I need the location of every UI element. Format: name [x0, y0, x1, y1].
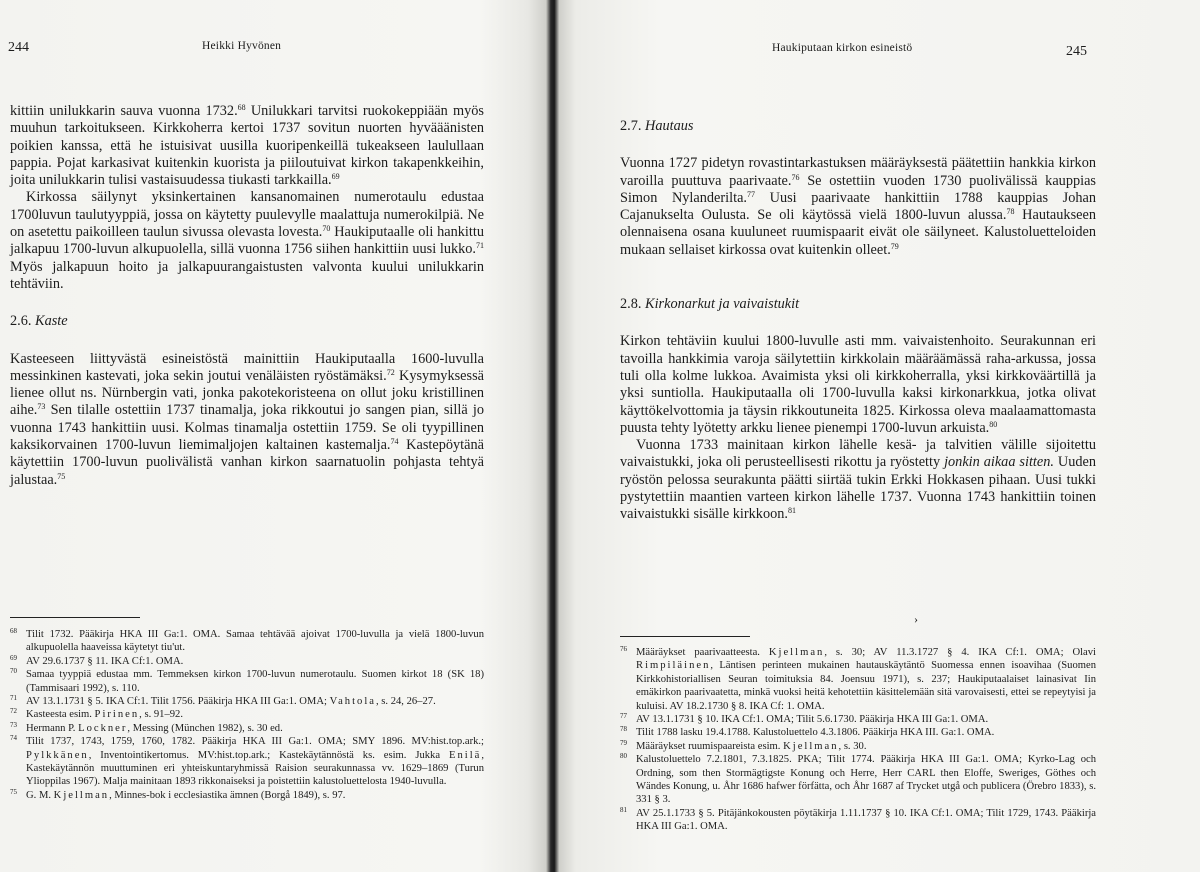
footnote-number: 76 — [620, 645, 627, 653]
author-name: Vahtola — [329, 696, 376, 708]
footnote-text: AV 13.1.1731 § 10. IKA Cf:1. OMA; Tilit 5.6.1730. Pääkirja HKA III Ga:1. OMA. — [636, 714, 989, 726]
text-run: Sen tilalle ostettiin 1737 tinamalja, joka rikkoutui jo sangen pian, sillä jo vuonna 1743 hankittiin uusi. Kolmas tinamalja ostettiin 1759. Se oli tyypillinen kaksikorvainen 1700-luvun liemimaljojen kaltainen kastemalja. — [10, 402, 484, 454]
author-name: Enilä — [448, 749, 482, 761]
footnote-rule — [620, 636, 750, 637]
text-run: Se ostettiin vuoden 1730 puolivälissä kauppias Simon Nylanderilta. — [620, 172, 1096, 206]
section-number: 2.8. — [620, 296, 642, 313]
paragraph — [10, 351, 484, 489]
footnote-text: G. M. — [26, 789, 54, 801]
footnote — [10, 668, 484, 695]
paragraph — [620, 437, 1096, 523]
running-head: Heikki Hyvönen — [202, 40, 282, 52]
paragraph — [10, 189, 484, 293]
page-number: 245 — [1066, 44, 1087, 59]
text-run: Hautaukseen olennaisena osana kuuluneet ruumispaarit eivät ole säilyneet. Kalustoluetteloiden mukaan sellaiset kirkossa ovat kuitenkin olleet. — [620, 207, 1096, 258]
footnote-ref: 73 — [37, 402, 46, 412]
footnote — [620, 726, 1096, 739]
text-run: Kastepöytänä käytettiin 1700-luvun puolivälistä vanhan kirkon saarnatuolin pohjasta tehtyä jalustaa. — [10, 437, 484, 488]
footnote-ref: 70 — [322, 224, 331, 234]
footnote-ref: 71 — [476, 241, 484, 251]
footnote-ref: 76 — [791, 172, 800, 182]
footnote-text: Tilit 1788 lasku 19.4.1788. Kalustoluettelo 4.3.1806. Pääkirja HKA III. Ga:1. OMA. — [636, 727, 995, 739]
emphasis: jonkin aikaa sitten. — [944, 454, 1054, 471]
footnote-text: , Messing (München 1982), s. 30 ed. — [127, 722, 283, 734]
text-run: Vuonna 1727 pidetyn rovastintarkastuksen määräyksestä päätettiin hankkia kirkon varoilla puuttuva paarivaate. — [620, 155, 1096, 189]
footnote — [10, 628, 484, 655]
footnote — [10, 695, 484, 708]
section-number: 2.7. — [620, 118, 642, 134]
footnote-rule — [10, 617, 140, 618]
footnote-ref: 78 — [1006, 207, 1015, 217]
footnote-text: Määräykset paarivaatteesta. — [636, 647, 769, 658]
author-name: Lockner — [78, 722, 128, 734]
page-number: 244 — [8, 40, 29, 55]
section-heading — [620, 296, 1096, 313]
footnote — [620, 713, 1096, 726]
footnote — [620, 646, 1096, 713]
footnote-ref: 69 — [331, 172, 340, 182]
text-run: Vuonna 1733 mainitaan kirkon lähelle kesä- ja talvitien välille sijoitettu vaivaistukki, joka oli perusteellisesti rikottu ja ryöstetty — [620, 437, 1096, 471]
author-name: Kjellman — [768, 647, 825, 658]
section-title: Hautaus — [645, 118, 694, 134]
footnote-ref: 81 — [787, 506, 796, 516]
footnote-number: 73 — [10, 720, 17, 729]
footnote — [10, 655, 484, 668]
author-name: Rimpiläinen — [636, 660, 711, 672]
footnote-text: Samaa tyyppiä edustaa mm. Temmeksen kirkon 1700-luvun numerotaulu. Suomen kirkot 18 (SK 18) (Tammisaari 1992), s. 110. — [26, 669, 484, 694]
left-page — [0, 0, 540, 872]
text-run: Kirkon tehtäviin kuului 1800-luvulle asti mm. vaivaistenhoito. Seurakunnan eri tavoilla hankkimia varoja säilytettiin kirkkolain määräämässä raha-arkussa, jossa tuli olla kolme lukkoa. Avaimista yksi oli kirkkoherralla, yksi kirkkoväärtillä ja yksi suntiolla. Haukiputaalla oli 1700-luvulla kaksi kirkonarkkua, jotka olivat käyttökelvottomia ja täysin rikkoutuneita 1825. Kirkossa oleva maalaamattomasta puusta tehty lyötetty arkku lienee pienempi 1700-luvun arkuista. — [620, 333, 1096, 436]
text-run: Unilukkari tarvitsi ruokokeppiään myös muuhun tarkoitukseen. Kirkkoherra kertoi 1737 sovitun nuorten hyvääänisten poikien kanssa, että he istuisivat uusilla kuoripenkeillä tukeakseen laulullaan pappia. Pojat karkasivat kuitenkin kuorista ja piiloutuivat kirkon takapenkkeihin, joita unilukkarin tulisi vastaisuudessa tiukasti tarkkailla. — [10, 103, 484, 189]
stray-mark: › — [914, 612, 918, 626]
footnote-number: 74 — [10, 734, 17, 743]
author-name: Pirinen — [94, 709, 140, 721]
footnote — [10, 708, 484, 721]
author-name: Pylkkänen — [26, 749, 89, 761]
running-head: Haukiputaan kirkon esineistö — [772, 42, 913, 54]
section-heading — [620, 118, 1096, 135]
footnote-text: , s. 30. — [838, 740, 867, 752]
footnote-text: AV 29.6.1737 § 11. IKA Cf:1. OMA. — [26, 655, 184, 667]
footnote — [10, 789, 484, 802]
footnote-number: 71 — [10, 694, 17, 703]
footnote-text: Hermann P. — [26, 722, 79, 734]
right-page — [560, 0, 1200, 872]
author-name: Kjellman — [53, 789, 110, 801]
body-text — [10, 103, 484, 489]
footnote-number: 77 — [620, 712, 627, 721]
footnote — [620, 740, 1096, 753]
footnote-text: , s. 24, 26–27. — [375, 696, 436, 708]
footnote-number: 69 — [10, 653, 17, 662]
text-run: Kirkossa säilynyt yksinkertainen kansanomainen numerotaulu edustaa 1700luvun taulutyyppiä, jossa on käytetty puulevylle maalattuja numerokilpiä. Ne on asetettu paikoilleen taulun sivussa olevasta lovesta. — [10, 189, 484, 241]
section-heading — [10, 313, 484, 330]
footnotes — [10, 628, 484, 802]
footnote-text: , Kastekäytännön muuttuminen eri yhteiskuntaryhmissä Raision seurakunnassa vv. 1629–1869 (Turun Ylioppilas 1967). Malja mainitaan 1893 rikkonaiseksi ja poistettiin kalustoluettelosta 1940-luvulla. — [26, 749, 484, 788]
footnote — [10, 722, 484, 735]
footnote-text: Määräykset ruumispaareista esim. — [636, 740, 784, 752]
footnote-ref: 79 — [890, 241, 899, 251]
footnote-ref: 75 — [57, 471, 66, 481]
footnote — [620, 753, 1096, 807]
footnote-number: 72 — [10, 707, 17, 716]
footnotes — [620, 646, 1096, 834]
paragraph — [10, 103, 484, 189]
footnote-ref: 77 — [747, 189, 755, 199]
footnote-number: 79 — [620, 738, 627, 747]
text-run: Kysymyksessä lienee ollut ns. Nürnbergin vati, jonka pakotekoristeena on ollut joku kristillinen aihe. — [10, 367, 484, 419]
footnote-ref: 80 — [989, 419, 998, 429]
text-run: Kasteeseen liittyvästä esineistöstä mainittiin Haukiputaalla 1600-luvulla messinkinen kastevati, joka sekin joutui venäläisten ryöstämäksi. — [10, 350, 484, 384]
section-title: Kaste — [35, 313, 68, 330]
footnote-ref: 72 — [386, 367, 395, 377]
footnote-number: 78 — [620, 725, 627, 734]
footnote-text: Tilit 1732. Pääkirja HKA III Ga:1. OMA. Samaa tehtävää ajoivat 1700-luvulla ja vielä 1800-luvun alkupuolella haaveissa käytetyt tiu'ut. — [26, 629, 484, 654]
paragraph — [620, 155, 1096, 259]
text-run: kittiin unilukkarin sauva vuonna 1732. — [10, 103, 238, 119]
footnote-text: Kalustoluettelo 7.2.1801, 7.3.1825. PKA; Tilit 1774. Pääkirja HKA III Ga:1. OMA; Kyrko-Lag och Ordning, som then Stormägtigste Konung och Herre, Herr CARL then Eloffe, Sweriges, Göthes och Wändes Konung, u. Åhr 1686 hafwer förfätta, och Åhr 1687 af Trycket utgå och publicera (Örebro 1833), s. 331 § 3. — [636, 754, 1096, 806]
footnote-text: , s. 30; AV 11.3.1727 § 4. IKA Cf:1. OMA; Olavi — [824, 647, 1097, 658]
footnote-text: AV 13.1.1731 § 5. IKA Cf:1. Tilit 1756. Pääkirja HKA III Ga:1. OMA; — [26, 696, 330, 708]
footnote — [620, 807, 1096, 834]
footnote-ref: 74 — [390, 437, 399, 447]
section-number: 2.6. — [10, 313, 32, 330]
text-run: Haukiputaalle oli hankittu jalkapuu 1700-luvun alkupuolella, sillä vuonna 1756 siihen hankittiin uusi lukko. — [10, 224, 484, 258]
footnote-number: 68 — [10, 627, 17, 635]
footnote-number: 70 — [10, 667, 17, 676]
footnote-text: Kasteesta esim. — [26, 709, 95, 721]
footnote-text: , s. 91–92. — [139, 709, 184, 721]
footnote-text: , Inventointikertomus. MV:hist.top.ark.; Kastekäytännöstä ks. esim. Jukka — [88, 749, 449, 761]
author-name: Kjellman — [783, 740, 839, 752]
text-run: Uuden ryöstön pelossa seurakunta päätti siirtää tukin Erkki Hokkasen pihaan. Uusi tukki pystytettiin maantien varteen kirkon lähelle 1737. Vuonna 1743 hankittiin toinen vaivaistukki sisälle kirkkoon. — [620, 454, 1096, 523]
text-run: Myös jalkapuun hoito ja jalkapuurangaistusten valvonta kuului unilukkarin tehtäviin. — [10, 258, 484, 292]
footnote — [10, 735, 484, 789]
section-title: Kirkonarkut ja vaivaistukit — [645, 296, 800, 313]
footnote-text: AV 25.1.1733 § 5. Pitäjänkokousten pöytäkirja 1.11.1737 § 10. IKA Cf:1. OMA; Tilit 1729, 1743. Pääkirja HKA III Ga:1. OMA. — [636, 807, 1096, 833]
footnote-text: , Läntisen perinteen mukainen hautauskäytäntö Suomessa ennen isoavihaa (Suomen Kirkkohistoriallisen Seuran toimituksia 84. Joensuu 1971), s. 237; Haukiputaalaiset lainasivat Iin emäkirkon paarivaatetta, minkä vuoksi heitä kehotettiin käsittelemään sitä varovaisesti, ettei se repeytyisi ja kuluisi. AV 18.2.1730 § 8. IKA Cf: 1. OMA. — [636, 660, 1096, 712]
footnote-number: 80 — [620, 752, 627, 761]
footnote-ref: 68 — [237, 103, 246, 112]
footnote-text: Tilit 1737, 1743, 1759, 1760, 1782. Pääkirja HKA III Ga:1. OMA; SMY 1896. MV:hist.top.ark.; — [26, 736, 484, 748]
body-text — [620, 118, 1096, 524]
footnote-number: 81 — [620, 805, 627, 814]
footnote-text: , Minnes-bok i ecclesiastika ämnen (Borgå 1849), s. 97. — [109, 789, 346, 801]
text-run: Uusi paarivaate hankittiin 1788 kauppias Johan Cajanukselta Oulusta. Se oli käytössä vielä 1800-luvun alussa. — [620, 189, 1096, 224]
paragraph — [620, 333, 1096, 437]
footnote-number: 75 — [10, 787, 17, 796]
